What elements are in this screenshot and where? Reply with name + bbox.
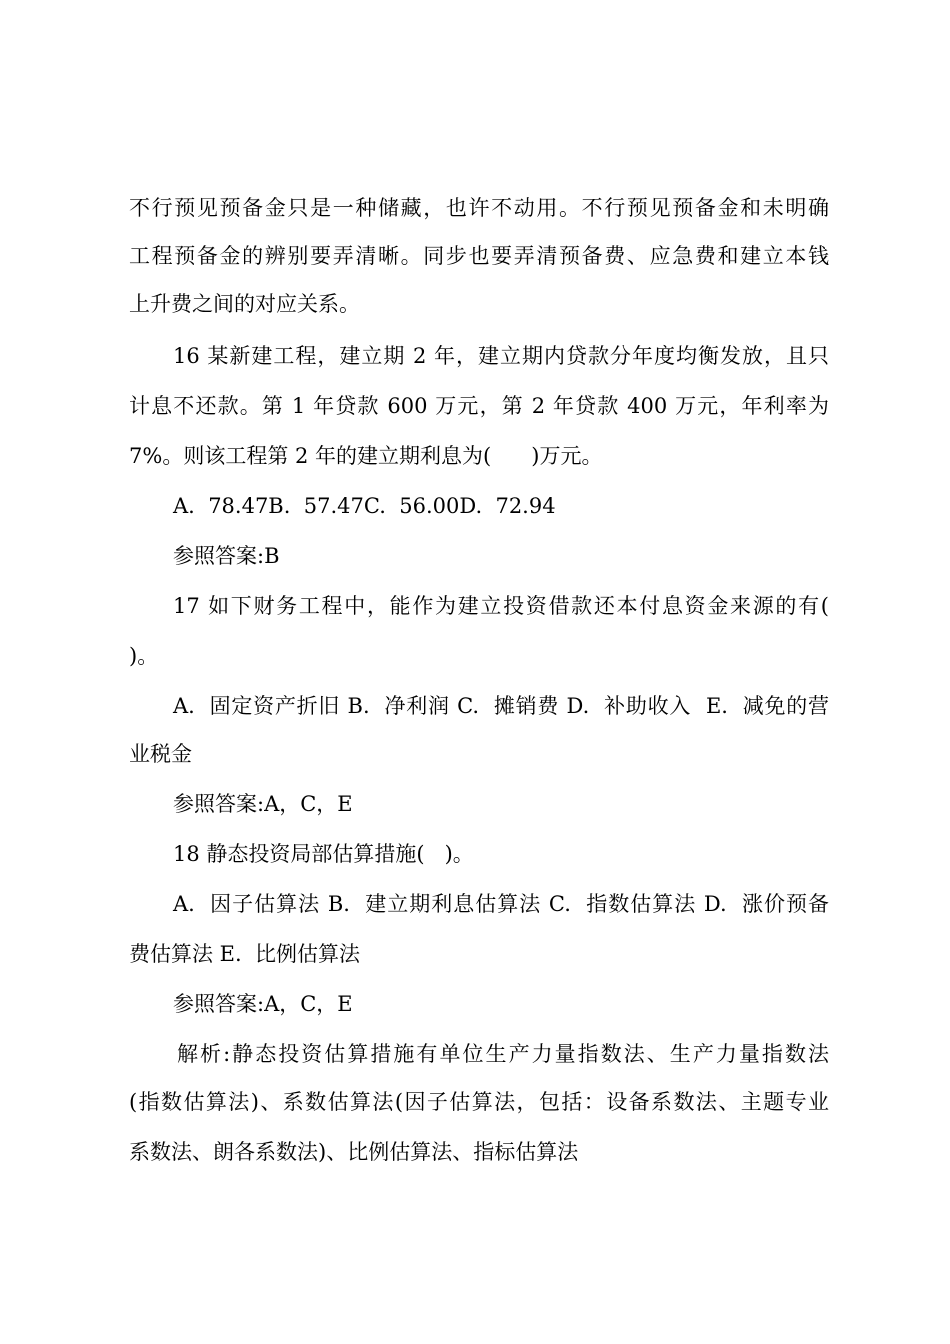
paragraph-line-2: 工程预备金的辨别要弄清晰。同步也要弄清预备费、应急费和建立本钱 <box>129 244 829 268</box>
question-18-options-line-2: 费估算法 E. 比例估算法 <box>129 942 361 966</box>
question-16-line-3: 7%。则该工程第 2 年的建立期利息为( )万元。 <box>129 444 603 468</box>
question-18-answer: 参照答案:A，C，E <box>173 992 353 1016</box>
question-17-options-line-2: 业税金 <box>129 742 192 766</box>
paragraph-line-3: 上升费之间的对应关系。 <box>129 292 360 316</box>
analysis-line-1: 解析:静态投资估算措施有单位生产力量指数法、生产力量指数法 <box>177 1042 829 1066</box>
question-17-line-2: )。 <box>129 644 159 668</box>
question-18: 18 静态投资局部估算措施( )。 <box>173 842 474 866</box>
question-18-options-line-1: A. 因子估算法 B. 建立期利息估算法 C. 指数估算法 D. 涨价预备 <box>173 892 829 916</box>
question-17-options-line-1: A. 固定资产折旧 B. 净利润 C. 摊销费 D. 补助收入 E. 减免的营 <box>173 694 829 718</box>
question-17-answer: 参照答案:A，C，E <box>173 792 353 816</box>
question-16-line-1: 16 某新建工程，建立期 2 年，建立期内贷款分年度均衡发放，且只 <box>173 344 829 368</box>
question-16-answer: 参照答案:B <box>173 544 280 568</box>
analysis-line-3: 系数法、朗各系数法)、比例估算法、指标估算法 <box>129 1140 579 1164</box>
question-16-line-2: 计息不还款。第 1 年贷款 600 万元，第 2 年贷款 400 万元，年利率为 <box>129 394 829 418</box>
analysis-line-2: (指数估算法)、系数估算法(因子估算法，包括：设备系数法、主题专业 <box>129 1090 829 1114</box>
question-17-line-1: 17 如下财务工程中，能作为建立投资借款还本付息资金来源的有( <box>173 594 829 618</box>
paragraph-line-1: 不行预见预备金只是一种储藏，也许不动用。不行预见预备金和未明确 <box>129 196 829 220</box>
question-16-options: A. 78.47B. 57.47C. 56.00D. 72.94 <box>173 494 556 518</box>
